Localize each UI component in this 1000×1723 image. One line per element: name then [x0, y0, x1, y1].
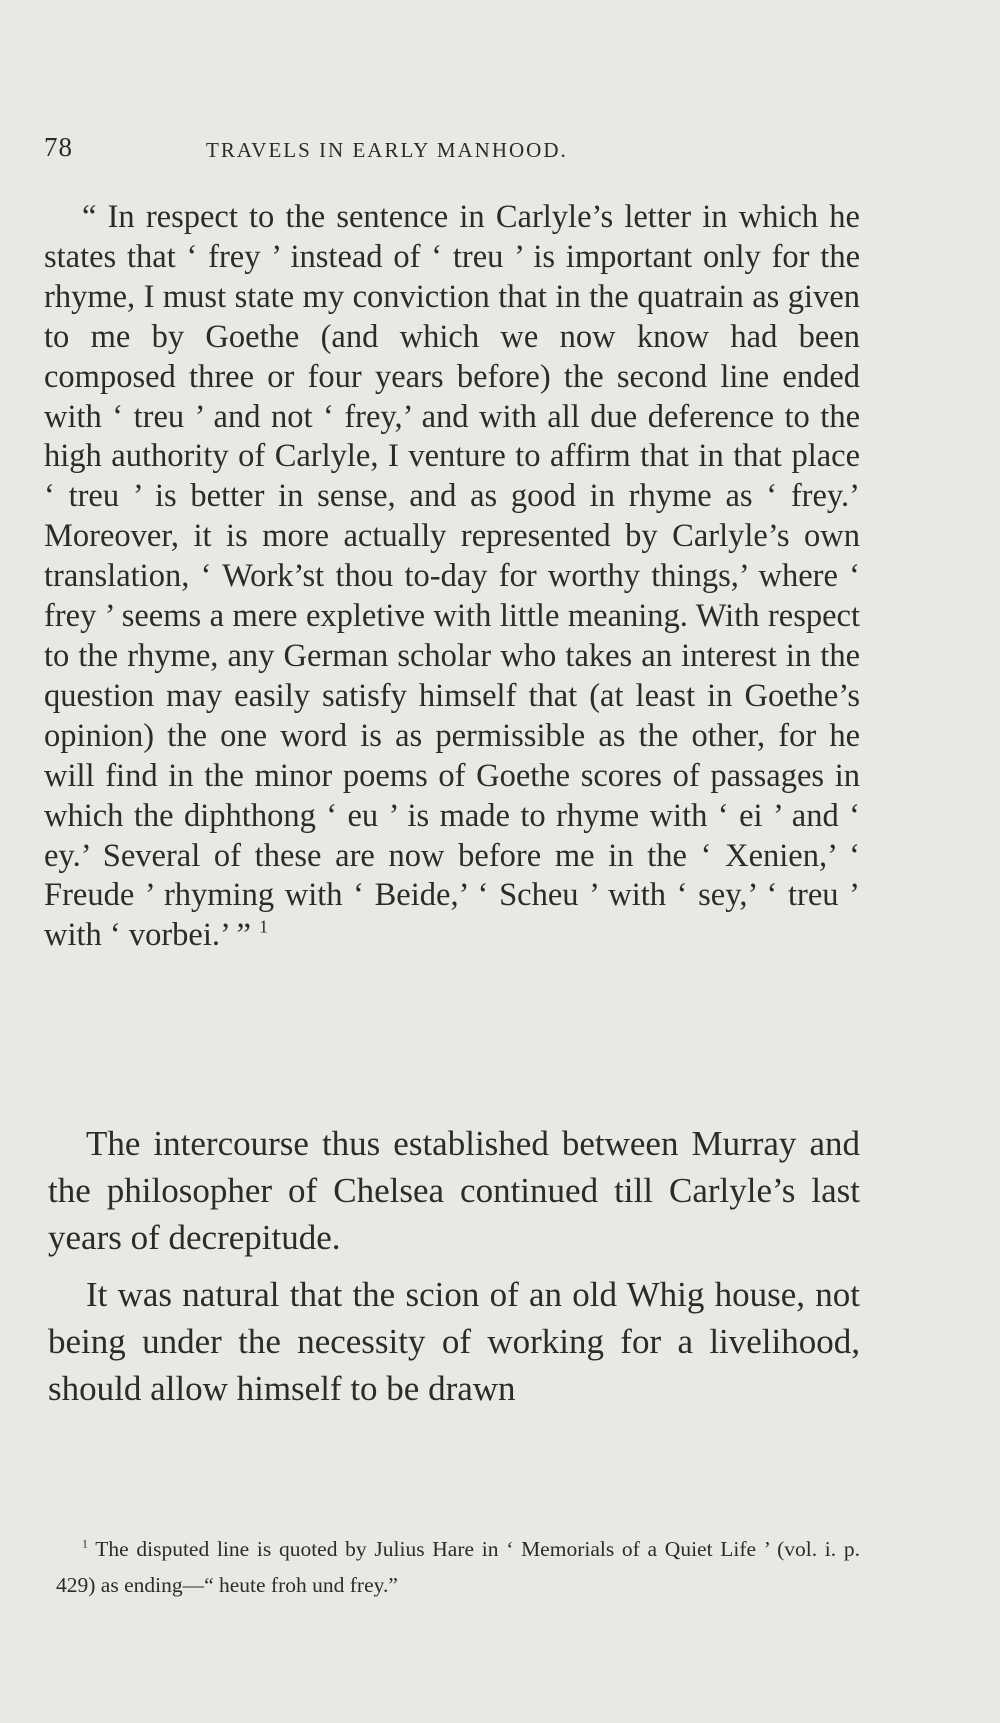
footnote-text: The disputed line is quoted by Julius Hare in ‘ Memorials of a Quiet Life ’ (vol. i. p. 429) as ending—“ heute froh und frey.” [56, 1537, 860, 1597]
body-paragraph: It was natural that the scion of an old Whig house, not being under the necessity of working for a livelihood, should allow himself to be drawn [48, 1275, 860, 1408]
footnote [56, 1531, 860, 1603]
quoted-passage-text: “ In respect to the sentence in Carlyle’s letter in which he states that ‘ frey ’ instead of ‘ treu ’ is important only for the rhyme, I must state my conviction that in the quatrain as given to me by Goethe (and which we now know had been composed three or four years before) the second line ended with ‘ treu ’ and not ‘ frey,’ and with all due deference to the high authority of Carlyle, I venture to affirm that in that place ‘ treu ’ is better in sense, and as good in rhyme as ‘ frey.’ Moreover, it is more actually represented by Carlyle’s own translation, ‘ Work’st thou to-day for worthy things,’ where ‘ frey ’ seems a mere expletive with little meaning. With respect to the rhyme, any German scholar who takes an interest in the question may easily satisfy himself that (at least in Goethe’s opinion) the one word is as permissible as the other, for he will find in the minor poems of Goethe scores of passages in which the diphthong ‘ eu ’ is made to rhyme with ‘ ei ’ and ‘ ey.’ Several of these are now before me in the ‘ Xenien,’ ‘ Freude ’ rhyming with ‘ Beide,’ ‘ Scheu ’ with ‘ sey,’ ‘ treu ’ with ‘ vorbei.’ ” [44, 199, 860, 954]
footnote-reference: 1 [259, 916, 269, 937]
running-header [44, 132, 864, 172]
quoted-passage [44, 198, 860, 956]
running-title: TRAVELS IN EARLY MANHOOD. [206, 138, 568, 162]
page-number: 78 [44, 132, 73, 162]
footnote-marker: 1 [82, 1536, 88, 1551]
body-paragraph: The intercourse thus established between Murray and the philosopher of Chelsea continued till Carlyle’s last years of decrepitude. [48, 1124, 860, 1257]
